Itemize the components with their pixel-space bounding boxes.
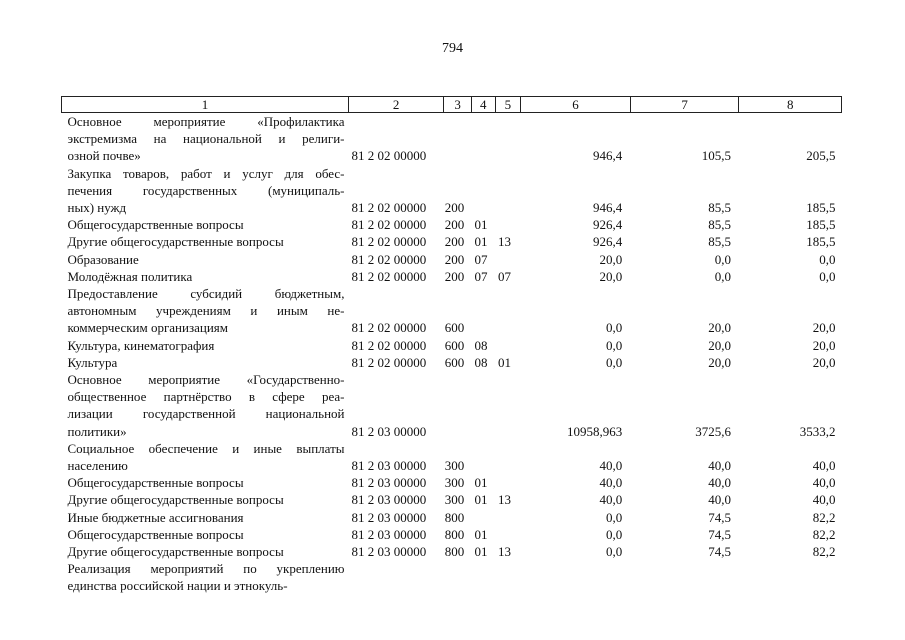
row-name-line: Предоставление субсидий бюджетным,: [67, 286, 345, 302]
row-section: [471, 560, 495, 594]
row-value-col-6: 946,4: [593, 148, 623, 164]
header-col-4: 4: [471, 97, 495, 113]
row-value-col-6: 0,0: [606, 337, 623, 353]
row-subsection: 07: [498, 268, 512, 284]
row-expense-type: 200: [444, 217, 465, 233]
row-subsection: [495, 440, 521, 474]
row-section: [471, 440, 495, 474]
row-value-col-7: 20,0: [708, 337, 731, 353]
row-name-line: автономным учреждениям и иным не-: [67, 303, 345, 319]
row-value-col-8: 82,2: [812, 509, 836, 525]
row-value-col-6: 10958,963: [567, 423, 623, 439]
row-name-line: Основное мероприятие «Государственно-: [67, 372, 345, 388]
row-value-col-6: 0,0: [606, 509, 623, 525]
table-row: [62, 113, 842, 165]
row-name-line: Общегосударственные вопросы: [67, 475, 244, 491]
row-name: [62, 337, 349, 354]
row-target-article: 81 2 03 00000: [351, 458, 427, 474]
row-name: [62, 233, 349, 250]
row-value-col-6: 0,0: [606, 320, 623, 336]
row-value-col-8: 185,5: [806, 217, 836, 233]
row-name-line: Культура: [67, 354, 118, 370]
row-name-line: Культура, кинематография: [67, 337, 215, 353]
row-value-col-8: 40,0: [812, 475, 836, 491]
table-row: [62, 165, 842, 217]
header-col-8: 8: [739, 97, 842, 113]
row-value-col-7: 40,0: [708, 492, 731, 508]
row-name: [62, 251, 349, 268]
row-expense-type: 200: [444, 234, 465, 250]
row-name: [62, 474, 349, 491]
row-section: 01: [474, 526, 488, 542]
row-expense-type: 600: [444, 354, 465, 370]
row-section: [471, 113, 495, 165]
row-name: [62, 560, 349, 594]
row-name: [62, 113, 349, 165]
row-value-col-8: 82,2: [812, 544, 836, 560]
row-value-col-8: 185,5: [806, 234, 836, 250]
row-section: 01: [474, 475, 488, 491]
table-body: [62, 113, 842, 595]
row-name-line: Другие общегосударственные вопросы: [67, 234, 284, 250]
row-name-line: Социальное обеспечение и иные выплаты: [67, 440, 345, 456]
table-row: [62, 233, 842, 250]
row-subsection: [495, 285, 521, 337]
row-expense-type: 800: [444, 526, 465, 542]
row-target-article: 81 2 03 00000: [351, 526, 427, 542]
row-value-col-7: 74,5: [708, 544, 731, 560]
row-expense-type: 300: [444, 492, 465, 508]
row-name-line: печения государственных (муниципаль-: [67, 182, 345, 198]
row-section: 01: [474, 234, 488, 250]
row-name: [62, 165, 349, 217]
row-value-col-8: [739, 560, 842, 594]
row-expense-type: [444, 560, 472, 594]
row-value-col-7: [630, 560, 739, 594]
row-value-col-6: 20,0: [599, 268, 623, 284]
row-value-col-6: 946,4: [593, 200, 623, 216]
header-col-5: 5: [495, 97, 521, 113]
row-value-col-6: 40,0: [599, 458, 623, 474]
table-row: [62, 337, 842, 354]
row-expense-type: 200: [444, 200, 465, 216]
row-section: [471, 371, 495, 440]
row-expense-type: 800: [444, 509, 465, 525]
row-target-article: 81 2 02 00000: [351, 268, 427, 284]
row-name-line: экстремизма на национальной и религи-: [67, 131, 345, 147]
row-subsection: [495, 113, 521, 165]
row-name: [62, 216, 349, 233]
row-name: [62, 440, 349, 474]
table-row: [62, 268, 842, 285]
row-subsection: 13: [498, 544, 512, 560]
row-name-line: коммерческим организациям: [67, 320, 229, 336]
table-row: [62, 354, 842, 371]
row-value-col-6: 926,4: [593, 217, 623, 233]
row-name: [62, 526, 349, 543]
header-col-6: 6: [521, 97, 631, 113]
table-row: [62, 509, 842, 526]
row-subsection: [495, 165, 521, 217]
row-value-col-6: 0,0: [606, 354, 623, 370]
row-value-col-8: 20,0: [812, 320, 836, 336]
row-value-col-7: 20,0: [708, 320, 731, 336]
row-value-col-6: 926,4: [593, 234, 623, 250]
row-value-col-7: 0,0: [714, 268, 731, 284]
row-name-line: Закупка товаров, работ и услуг для обес-: [67, 165, 345, 181]
row-expense-type: [444, 371, 472, 440]
row-target-article: 81 2 03 00000: [351, 509, 427, 525]
table-header: [62, 97, 842, 113]
row-target-article: 81 2 03 00000: [351, 423, 427, 439]
row-value-col-7: 105,5: [701, 148, 731, 164]
row-value-col-8: 40,0: [812, 492, 836, 508]
row-value-col-6: 0,0: [606, 544, 623, 560]
row-value-col-8: 20,0: [812, 354, 836, 370]
row-subsection: [495, 337, 521, 354]
row-expense-type: 300: [444, 475, 465, 491]
row-target-article: 81 2 02 00000: [351, 234, 427, 250]
row-subsection: 13: [498, 234, 512, 250]
row-name: [62, 509, 349, 526]
table-row: [62, 216, 842, 233]
row-name-line: населению: [67, 458, 128, 474]
row-expense-type: 300: [444, 458, 465, 474]
row-target-article: 81 2 02 00000: [351, 354, 427, 370]
row-name-line: Другие общегосударственные вопросы: [67, 492, 284, 508]
header-col-2: 2: [348, 97, 443, 113]
row-name-line: озной почве»: [67, 148, 141, 164]
row-subsection: [495, 526, 521, 543]
row-target-article: 81 2 02 00000: [351, 217, 427, 233]
row-section: [471, 165, 495, 217]
row-value-col-8: 0,0: [819, 251, 836, 267]
row-expense-type: 200: [444, 251, 465, 267]
row-expense-type: 200: [444, 268, 465, 284]
row-expense-type: [444, 113, 472, 165]
table-row: [62, 543, 842, 560]
row-name: [62, 371, 349, 440]
row-name-line: ных) нужд: [67, 200, 127, 216]
row-name-line: единства российской нации и этнокуль-: [67, 578, 288, 594]
table-row: [62, 526, 842, 543]
row-value-col-7: 3725,6: [695, 423, 731, 439]
row-section: [471, 509, 495, 526]
row-subsection: [495, 509, 521, 526]
row-target-article: 81 2 02 00000: [351, 148, 427, 164]
row-section: 08: [474, 354, 488, 370]
row-section: 01: [474, 492, 488, 508]
page-number: 794: [442, 41, 463, 56]
row-value-col-7: 74,5: [708, 509, 731, 525]
row-subsection: [495, 474, 521, 491]
row-expense-type: 800: [444, 544, 465, 560]
row-value-col-7: 0,0: [714, 251, 731, 267]
row-value-col-7: 85,5: [708, 234, 731, 250]
row-value-col-8: 205,5: [806, 148, 836, 164]
row-value-col-8: 0,0: [819, 268, 836, 284]
row-name: [62, 268, 349, 285]
row-value-col-7: 74,5: [708, 526, 731, 542]
row-target-article: 81 2 02 00000: [351, 320, 427, 336]
row-value-col-7: 40,0: [708, 475, 731, 491]
row-subsection: [495, 251, 521, 268]
row-value-col-6: 40,0: [599, 475, 623, 491]
row-name: [62, 543, 349, 560]
row-name-line: Другие общегосударственные вопросы: [67, 544, 284, 560]
row-value-col-6: 40,0: [599, 492, 623, 508]
row-name-line: общественное партнёрство в сфере реа-: [67, 389, 345, 405]
row-name-line: Образование: [67, 251, 139, 267]
row-expense-type: 600: [444, 320, 465, 336]
header-col-1: 1: [62, 97, 349, 113]
row-subsection: 01: [498, 354, 512, 370]
row-target-article: 81 2 03 00000: [351, 475, 427, 491]
row-section: 07: [474, 251, 488, 267]
row-target-article: 81 2 02 00000: [351, 251, 427, 267]
row-name-line: Молодёжная политика: [67, 268, 193, 284]
row-value-col-6: 20,0: [599, 251, 623, 267]
row-name-line: Общегосударственные вопросы: [67, 526, 244, 542]
row-name-line: политики»: [67, 423, 127, 439]
row-name-line: Основное мероприятие «Профилактика: [67, 114, 345, 129]
row-name-line: Общегосударственные вопросы: [67, 217, 244, 233]
table-row: [62, 474, 842, 491]
row-value-col-6: [521, 560, 631, 594]
table-row: [62, 440, 842, 474]
row-name-line: лизации государственной национальной: [67, 406, 345, 422]
row-value-col-8: 185,5: [806, 200, 836, 216]
row-section: 01: [474, 544, 488, 560]
row-subsection: [495, 371, 521, 440]
table-row: [62, 371, 842, 440]
row-value-col-8: 20,0: [812, 337, 836, 353]
row-name-line: Иные бюджетные ассигнования: [67, 509, 244, 525]
row-section: [471, 285, 495, 337]
row-section: 08: [474, 337, 488, 353]
row-value-col-6: 0,0: [606, 526, 623, 542]
row-section: 07: [474, 268, 488, 284]
row-target-article: 81 2 02 00000: [351, 200, 427, 216]
row-expense-type: 600: [444, 337, 465, 353]
header-col-3: 3: [444, 97, 472, 113]
row-value-col-7: 40,0: [708, 458, 731, 474]
row-value-col-7: 85,5: [708, 200, 731, 216]
row-name-line: Реализация мероприятий по укреплению: [67, 561, 345, 577]
row-value-col-7: 20,0: [708, 354, 731, 370]
row-subsection: [495, 216, 521, 233]
table-row: [62, 491, 842, 508]
row-target-article: 81 2 02 00000: [351, 337, 427, 353]
table-row: [62, 285, 842, 337]
row-value-col-8: 82,2: [812, 526, 836, 542]
row-value-col-8: 40,0: [812, 458, 836, 474]
row-subsection: 13: [498, 492, 512, 508]
row-target-article: [348, 560, 443, 594]
row-name: [62, 491, 349, 508]
table-row: [62, 251, 842, 268]
table-row: [62, 560, 842, 594]
row-name: [62, 285, 349, 337]
row-target-article: 81 2 03 00000: [351, 492, 427, 508]
row-value-col-7: 85,5: [708, 217, 731, 233]
header-row: [62, 97, 842, 113]
row-target-article: 81 2 03 00000: [351, 544, 427, 560]
row-name: [62, 354, 349, 371]
row-value-col-8: 3533,2: [799, 423, 836, 439]
header-col-7: 7: [630, 97, 739, 113]
row-subsection: [495, 560, 521, 594]
row-section: 01: [474, 217, 488, 233]
budget-table: [61, 96, 842, 595]
